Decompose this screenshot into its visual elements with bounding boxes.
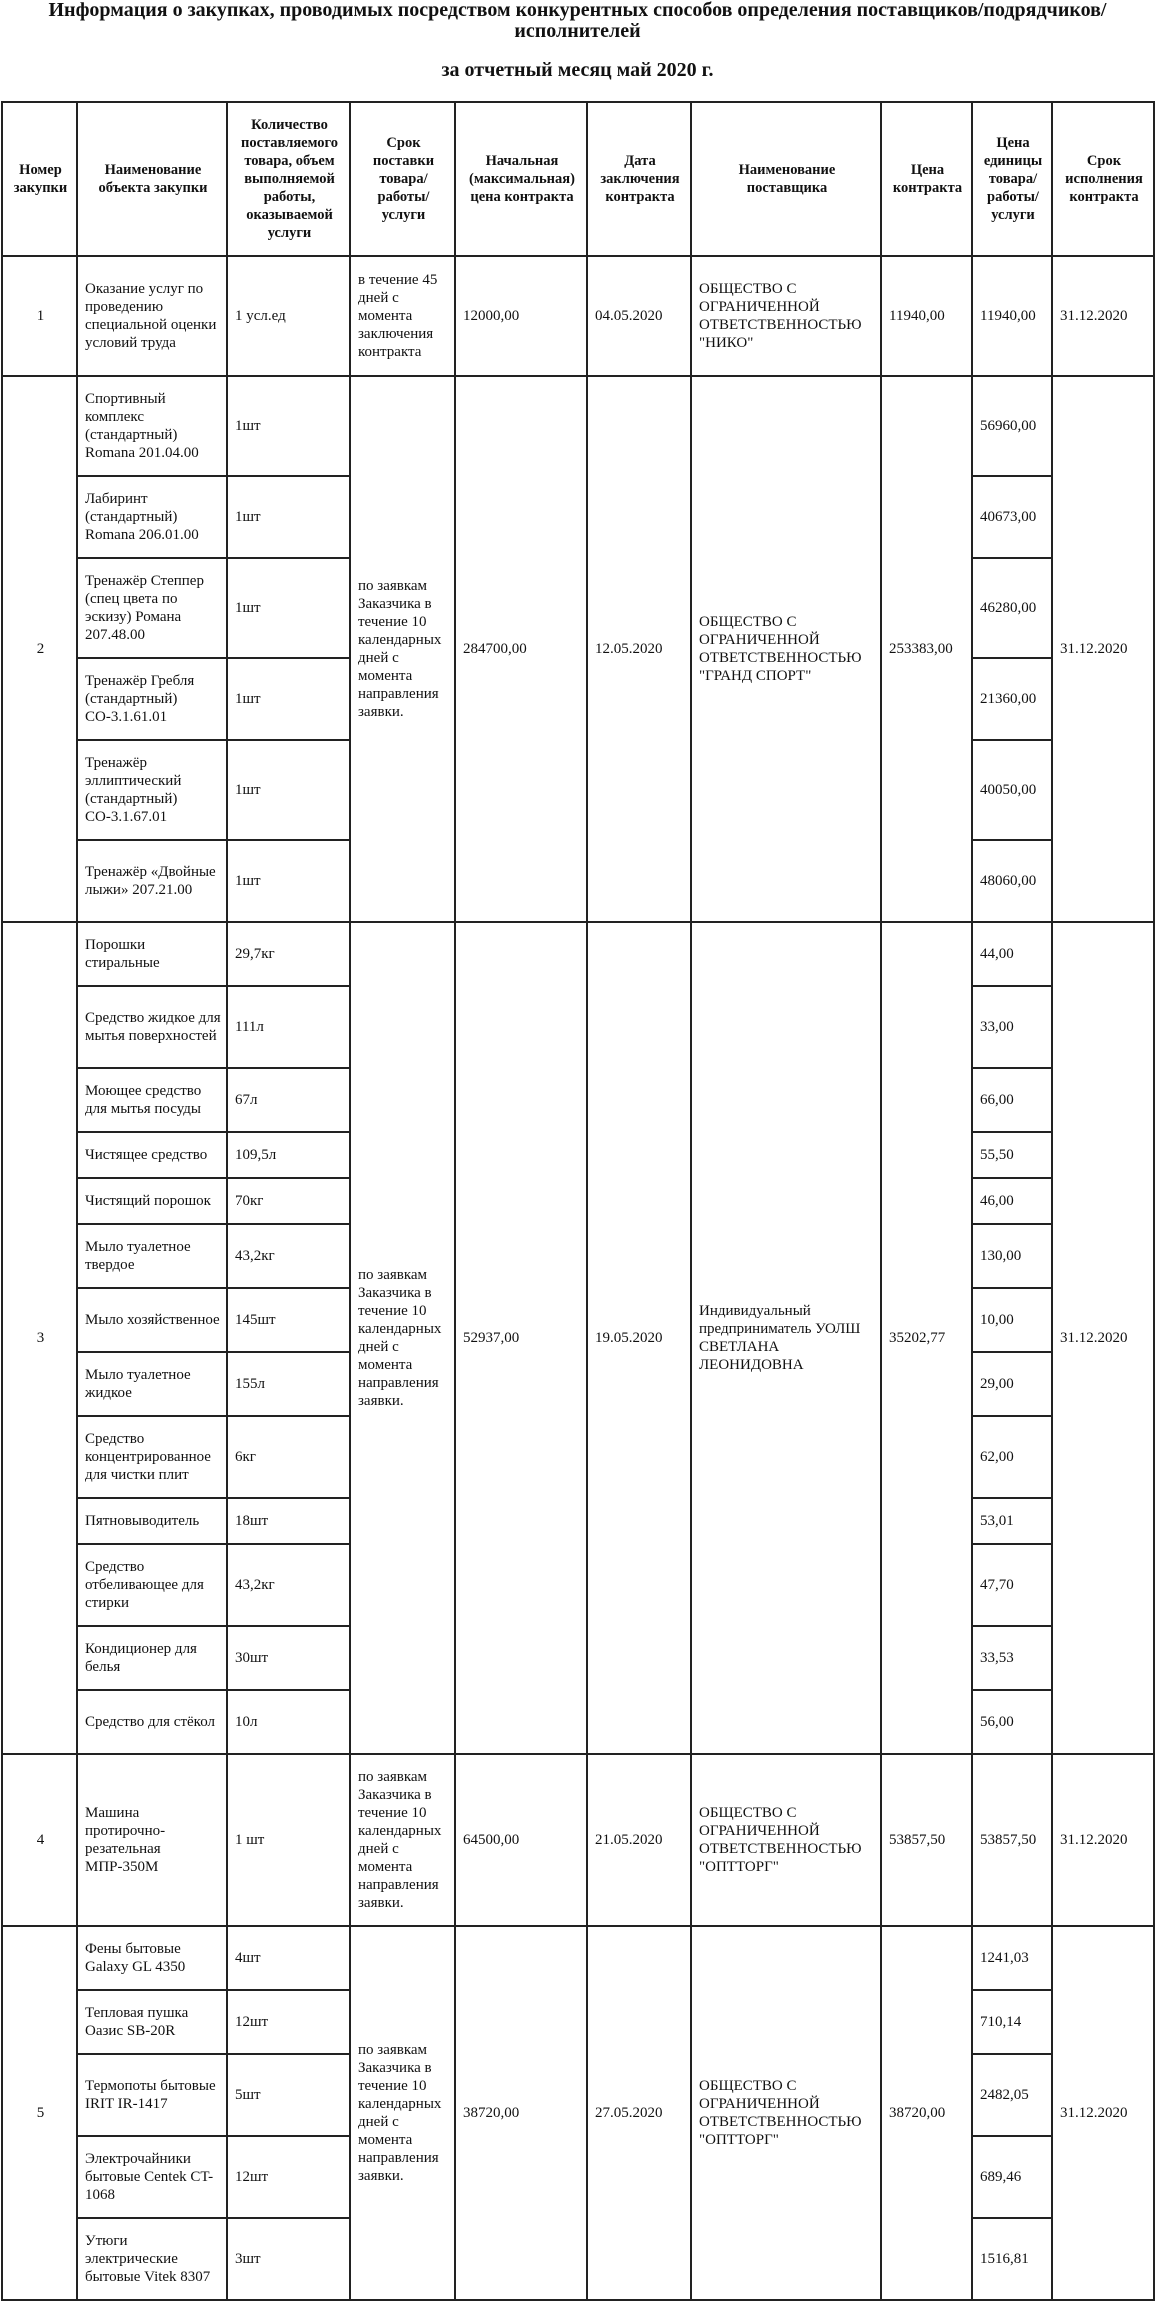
contract-deadline: 31.12.2020: [1052, 922, 1154, 1754]
item-unit-price: 48060,00: [972, 840, 1052, 922]
header-object: Наименование объекта закупки: [77, 102, 227, 256]
contract-price: 53857,50: [881, 1754, 972, 1926]
purchase-number: 3: [2, 922, 77, 1754]
item-unit-price: 56960,00: [972, 376, 1052, 476]
item-name: Тренажёр эллиптический (стандартный) СО-3.1.67.01: [77, 740, 227, 840]
table-row: [2, 376, 1154, 476]
supplier-name: ОБЩЕСТВО С ОГРАНИЧЕННОЙ ОТВЕТСТВЕННОСТЬЮ "ОПТТОРГ": [691, 1926, 881, 2300]
table-row: [2, 256, 1154, 376]
item-name: Моющее средство для мытья посуды: [77, 1068, 227, 1132]
item-unit-price: 47,70: [972, 1544, 1052, 1626]
purchase-number: 2: [2, 376, 77, 922]
item-unit-price: 11940,00: [972, 256, 1052, 376]
contract-price: 35202,77: [881, 922, 972, 1754]
item-unit-price: 689,46: [972, 2136, 1052, 2218]
item-quantity: 1шт: [227, 476, 350, 558]
item-unit-price: 62,00: [972, 1416, 1052, 1498]
contract-price: 38720,00: [881, 1926, 972, 2300]
contract-date: 21.05.2020: [587, 1754, 691, 1926]
item-name: Пятновыводитель: [77, 1498, 227, 1544]
item-quantity: 43,2кг: [227, 1544, 350, 1626]
item-name: Тренажёр Степпер (спец цвета по эскизу) Романа 207.48.00: [77, 558, 227, 658]
item-name: Фены бытовые Galaxy GL 4350: [77, 1926, 227, 1990]
delivery-term: по заявкам Заказчика в течение 10 календарных дней с момента направления заявки.: [350, 1754, 455, 1926]
item-name: Утюги электрические бытовые Vitek 8307: [77, 2218, 227, 2300]
delivery-term: в течение 45 дней с момента заключения контракта: [350, 256, 455, 376]
item-name: Средство для стёкол: [77, 1690, 227, 1754]
item-name: Спортивный комплекс (стандартный) Romana 201.04.00: [77, 376, 227, 476]
header-unit-price: Цена единицы товара/ работы/ услуги: [972, 102, 1052, 256]
header-deadline: Срок исполнения контракта: [1052, 102, 1154, 256]
item-name: Средство жидкое для мытья поверхностей: [77, 986, 227, 1068]
item-name: Чистящий порошок: [77, 1178, 227, 1224]
item-name: Тренажёр «Двойные лыжи» 207.21.00: [77, 840, 227, 922]
header-contract-price: Цена контракта: [881, 102, 972, 256]
contract-date: 19.05.2020: [587, 922, 691, 1754]
item-quantity: 67л: [227, 1068, 350, 1132]
header-number: Номер закупки: [2, 102, 77, 256]
contract-deadline: 31.12.2020: [1052, 256, 1154, 376]
delivery-term: по заявкам Заказчика в течение 10 календарных дней с момента направления заявки.: [350, 376, 455, 922]
item-quantity: 111л: [227, 986, 350, 1068]
page-title-line-1: Информация о закупках, проводимых посредством конкурентных способов определения поставщиков/подрядчиков/: [48, 0, 1107, 21]
item-name: Машина протирочно-резательная МПР-350М: [77, 1754, 227, 1926]
item-quantity: 12шт: [227, 2136, 350, 2218]
table-body: [2, 256, 1154, 2300]
supplier-name: ОБЩЕСТВО С ОГРАНИЧЕННОЙ ОТВЕТСТВЕННОСТЬЮ "ОПТТОРГ": [691, 1754, 881, 1926]
item-quantity: 29,7кг: [227, 922, 350, 986]
initial-price: 12000,00: [455, 256, 587, 376]
item-quantity: 155л: [227, 1352, 350, 1416]
item-unit-price: 53857,50: [972, 1754, 1052, 1926]
purchase-number: 4: [2, 1754, 77, 1926]
item-quantity: 5шт: [227, 2054, 350, 2136]
table-row: [2, 922, 1154, 986]
item-unit-price: 40050,00: [972, 740, 1052, 840]
item-unit-price: 21360,00: [972, 658, 1052, 740]
table-header-row: [2, 102, 1154, 256]
initial-price: 64500,00: [455, 1754, 587, 1926]
item-name: Мыло туалетное жидкое: [77, 1352, 227, 1416]
item-name: Лабиринт (стандартный) Romana 206.01.00: [77, 476, 227, 558]
page-subtitle: за отчетный месяц май 2020 г.: [441, 59, 714, 81]
item-quantity: 12шт: [227, 1990, 350, 2054]
item-unit-price: 33,00: [972, 986, 1052, 1068]
procurement-table: [1, 101, 1155, 2301]
item-quantity: 1шт: [227, 658, 350, 740]
initial-price: 38720,00: [455, 1926, 587, 2300]
item-unit-price: 46,00: [972, 1178, 1052, 1224]
header-term: Срок поставки товара/ работы/ услуги: [350, 102, 455, 256]
item-quantity: 6кг: [227, 1416, 350, 1498]
contract-price: 253383,00: [881, 376, 972, 922]
item-unit-price: 2482,05: [972, 2054, 1052, 2136]
table-row: [2, 1754, 1154, 1926]
page-title-line-2: исполнителей: [514, 20, 641, 42]
item-quantity: 30шт: [227, 1626, 350, 1690]
item-quantity: 18шт: [227, 1498, 350, 1544]
item-unit-price: 710,14: [972, 1990, 1052, 2054]
item-quantity: 1шт: [227, 558, 350, 658]
header-supplier: Наименование поставщика: [691, 102, 881, 256]
item-name: Оказание услуг по проведению специальной оценки условий труда: [77, 256, 227, 376]
item-unit-price: 46280,00: [972, 558, 1052, 658]
item-name: Средство отбеливающее для стирки: [77, 1544, 227, 1626]
item-unit-price: 40673,00: [972, 476, 1052, 558]
contract-deadline: 31.12.2020: [1052, 376, 1154, 922]
item-quantity: 109,5л: [227, 1132, 350, 1178]
header-contract-date: Дата заключения контракта: [587, 102, 691, 256]
item-quantity: 43,2кг: [227, 1224, 350, 1288]
item-unit-price: 66,00: [972, 1068, 1052, 1132]
item-name: Тренажёр Гребля (стандартный) СО-3.1.61.01: [77, 658, 227, 740]
purchase-number: 5: [2, 1926, 77, 2300]
contract-deadline: 31.12.2020: [1052, 1926, 1154, 2300]
item-quantity: 70кг: [227, 1178, 350, 1224]
item-name: Средство концентрированное для чистки плит: [77, 1416, 227, 1498]
contract-price: 11940,00: [881, 256, 972, 376]
item-quantity: 4шт: [227, 1926, 350, 1990]
item-name: Порошки стиральные: [77, 922, 227, 986]
item-unit-price: 29,00: [972, 1352, 1052, 1416]
item-quantity: 145шт: [227, 1288, 350, 1352]
supplier-name: ОБЩЕСТВО С ОГРАНИЧЕННОЙ ОТВЕТСТВЕННОСТЬЮ "ГРАНД СПОРТ": [691, 376, 881, 922]
item-name: Электрочайники бытовые Centek CT-1068: [77, 2136, 227, 2218]
item-name: Тепловая пушка Оазис SB-20R: [77, 1990, 227, 2054]
header-quantity: Количество поставляемого товара, объем выполняемой работы, оказываемой услуги: [227, 102, 350, 256]
item-unit-price: 1516,81: [972, 2218, 1052, 2300]
supplier-name: ОБЩЕСТВО С ОГРАНИЧЕННОЙ ОТВЕТСТВЕННОСТЬЮ "НИКО": [691, 256, 881, 376]
purchase-number: 1: [2, 256, 77, 376]
item-unit-price: 44,00: [972, 922, 1052, 986]
item-name: Мыло туалетное твердое: [77, 1224, 227, 1288]
initial-price: 52937,00: [455, 922, 587, 1754]
contract-deadline: 31.12.2020: [1052, 1754, 1154, 1926]
item-unit-price: 56,00: [972, 1690, 1052, 1754]
item-unit-price: 33,53: [972, 1626, 1052, 1690]
item-name: Чистящее средство: [77, 1132, 227, 1178]
delivery-term: по заявкам Заказчика в течение 10 календарных дней с момента направления заявки.: [350, 922, 455, 1754]
delivery-term: по заявкам Заказчика в течение 10 календарных дней с момента направления заявки.: [350, 1926, 455, 2300]
item-quantity: 1шт: [227, 840, 350, 922]
contract-date: 27.05.2020: [587, 1926, 691, 2300]
header-initial-price: Начальная (максимальная) цена контракта: [455, 102, 587, 256]
table-row: [2, 1926, 1154, 1990]
item-quantity: 1шт: [227, 376, 350, 476]
supplier-name: Индивидуальный предприниматель УОЛШ СВЕТЛАНА ЛЕОНИДОВНА: [691, 922, 881, 1754]
initial-price: 284700,00: [455, 376, 587, 922]
contract-date: 04.05.2020: [587, 256, 691, 376]
item-name: Термопоты бытовые IRIT IR-1417: [77, 2054, 227, 2136]
contract-date: 12.05.2020: [587, 376, 691, 922]
item-quantity: 3шт: [227, 2218, 350, 2300]
item-quantity: 1шт: [227, 740, 350, 840]
item-quantity: 10л: [227, 1690, 350, 1754]
item-unit-price: 53,01: [972, 1498, 1052, 1544]
item-unit-price: 55,50: [972, 1132, 1052, 1178]
item-name: Мыло хозяйственное: [77, 1288, 227, 1352]
item-name: Кондиционер для белья: [77, 1626, 227, 1690]
item-quantity: 1 шт: [227, 1754, 350, 1926]
item-unit-price: 130,00: [972, 1224, 1052, 1288]
item-quantity: 1 усл.ед: [227, 256, 350, 376]
item-unit-price: 10,00: [972, 1288, 1052, 1352]
item-unit-price: 1241,03: [972, 1926, 1052, 1990]
